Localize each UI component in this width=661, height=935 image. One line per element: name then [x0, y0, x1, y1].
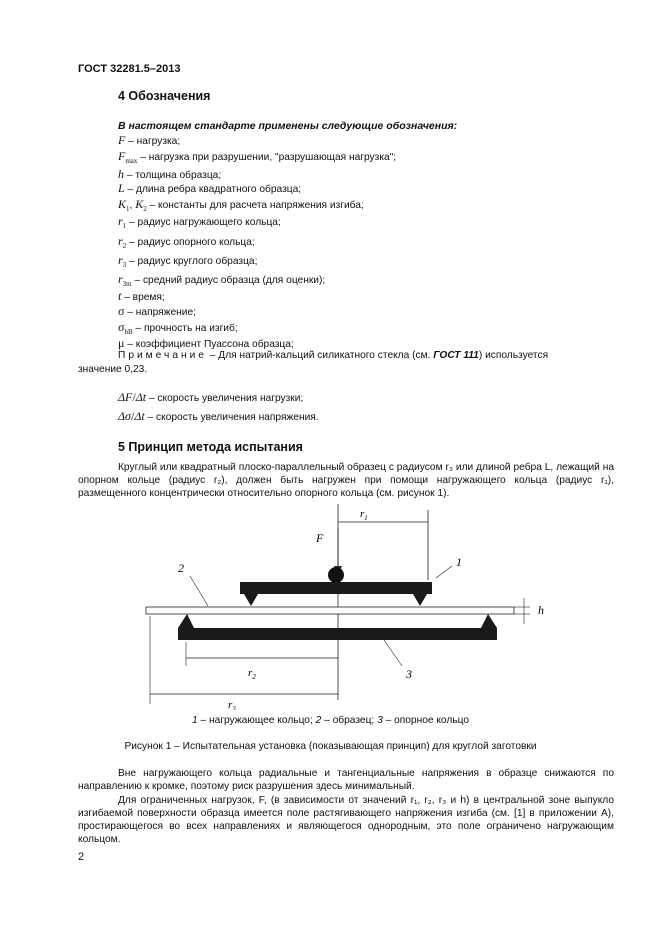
symbol-description: – длина ребра квадратного образца; [124, 184, 302, 195]
symbol-description: – коэффициент Пуассона образца; [124, 339, 294, 350]
h-label: h [538, 603, 544, 617]
r2-label: $r_2$ [248, 667, 256, 681]
symbol: r [118, 234, 123, 248]
figure-caption: Рисунок 1 – Испытательная установка (показывающая принцип) для круглой заготовки [124, 741, 537, 752]
support-ring [178, 614, 497, 640]
force-label: F [316, 531, 324, 545]
document-header: ГОСТ 32281.5–2013 [78, 63, 181, 75]
symbol-row [118, 149, 396, 165]
symbol: σ [118, 320, 125, 334]
loading-ball [328, 567, 344, 583]
symbol: t [118, 289, 122, 303]
symbol-subscript: max [125, 157, 138, 165]
symbol-subscript: 1 [122, 222, 127, 230]
symbol-row [118, 272, 325, 288]
symbol-subscript: 3 [122, 261, 127, 269]
note-tail: ) используется [478, 350, 549, 361]
symbol: h [118, 167, 124, 181]
r1-sub: 1 [364, 514, 368, 522]
symbol: μ [118, 336, 125, 350]
section-4-intro: В настоящем стандарте применены следующие обозначения: [118, 120, 458, 132]
symbol-row: $K_1$, $K_2$ – константы для расчета напряжения изгиба; [118, 197, 364, 213]
symbol-description: – прочность на изгиб; [132, 323, 238, 334]
symbol-description: – радиус опорного кольца; [126, 237, 255, 248]
figure-legend: 1 – нагружающее кольцо; 2 – образец; 3 – опорное кольцо [191, 715, 470, 726]
note-label: Примечание [118, 350, 207, 361]
symbol-subscript: 1 [126, 205, 130, 213]
symbol-row [118, 181, 301, 196]
section-5-title: 5 Принцип метода испытания [118, 440, 303, 454]
note-text: – Для натрий-кальций силикатного стекла (см. [206, 350, 434, 361]
label-1: 1 [456, 555, 462, 569]
symbol-row [118, 304, 196, 319]
symbol-description: – нагрузка; [125, 136, 181, 147]
symbol-description: – нагрузка при разрушении, "разрушающая нагрузка"; [137, 152, 397, 163]
note-line [118, 350, 548, 361]
symbol: σ [118, 304, 125, 318]
symbol-row [118, 133, 180, 148]
symbol-row [118, 214, 281, 230]
rate-stress: Δσ/Δt – скорость увеличения напряжения. [118, 409, 319, 423]
note-reference: ГОСТ 111 [433, 350, 479, 361]
rate-load: ΔF/Δt – скорость увеличения нагрузки; [118, 390, 304, 404]
r3-label: $r_3$ [228, 699, 236, 710]
specimen [146, 607, 514, 614]
symbol: K [118, 197, 127, 211]
symbol: K [135, 197, 144, 211]
symbol-row [118, 253, 257, 269]
symbol-description: – средний радиус образца (для оценки); [131, 275, 326, 286]
symbol: F [118, 133, 126, 147]
symbol-description: – напряжение; [124, 307, 196, 318]
symbol: F [118, 149, 126, 163]
symbol-row [118, 336, 294, 351]
label-2: 2 [178, 561, 184, 575]
symbol-description: – радиус нагружающего кольца; [126, 217, 281, 228]
symbol-subscript: 2 [143, 205, 147, 213]
symbol: r [118, 272, 123, 286]
section-4-title: 4 Обозначения [118, 89, 211, 103]
symbol-row [118, 320, 238, 336]
symbol-description: – толщина образца; [124, 170, 222, 181]
symbol-row [118, 234, 255, 250]
symbol: r [118, 214, 123, 228]
r1-label: $r_1$ [360, 508, 368, 522]
section-5-paragraph-2: Вне нагружающего кольца радиальные и тангенциальные напряжения в образце снижаются по направлению к кромке, поэтому риск разрушения здесь минимальный. [78, 768, 614, 792]
note-line-2: значение 0,23. [78, 364, 148, 375]
symbol-description: – радиус круглого образца; [126, 256, 258, 267]
page-number: 2 [78, 851, 85, 863]
symbol-subscript: 2 [122, 242, 127, 250]
figure-1-diagram [0, 500, 661, 710]
symbol-row [118, 289, 165, 304]
section-5-paragraph-3: Для ограниченных нагрузок, F, (в зависимости от значений r₁, r₂, r₃ и h) в центральной зоне выпукло изгибаемой поверхности образца имеется поле растягивающего напряжения изгиба (см. [1] в приложении А), простирающегося во всех направлениях и являющегося однородным, это поле ограничено нагружающим кольцом. [78, 795, 614, 845]
loading-ring [240, 582, 432, 606]
symbol: r [118, 253, 123, 267]
symbol-subscript: 3m [122, 280, 132, 288]
symbol-subscript: bB [124, 328, 133, 336]
symbol-row [118, 167, 221, 182]
symbol-description: – константы для расчета напряжения изгиба; [146, 200, 364, 211]
symbol-description: – время; [121, 292, 165, 303]
label-3: 3 [406, 667, 412, 681]
symbol: L [118, 181, 125, 195]
section-5-paragraph-1: Круглый или квадратный плоско-параллельный образец с радиусом r₃ или длиной ребра L, лежащий на опорном кольце (радиус r₂), должен быть нагружен при помощи нагружающего кольца (радиус r₁), размещенного концентрически относительно опорного кольца (см. рисунок 1). [78, 462, 614, 499]
